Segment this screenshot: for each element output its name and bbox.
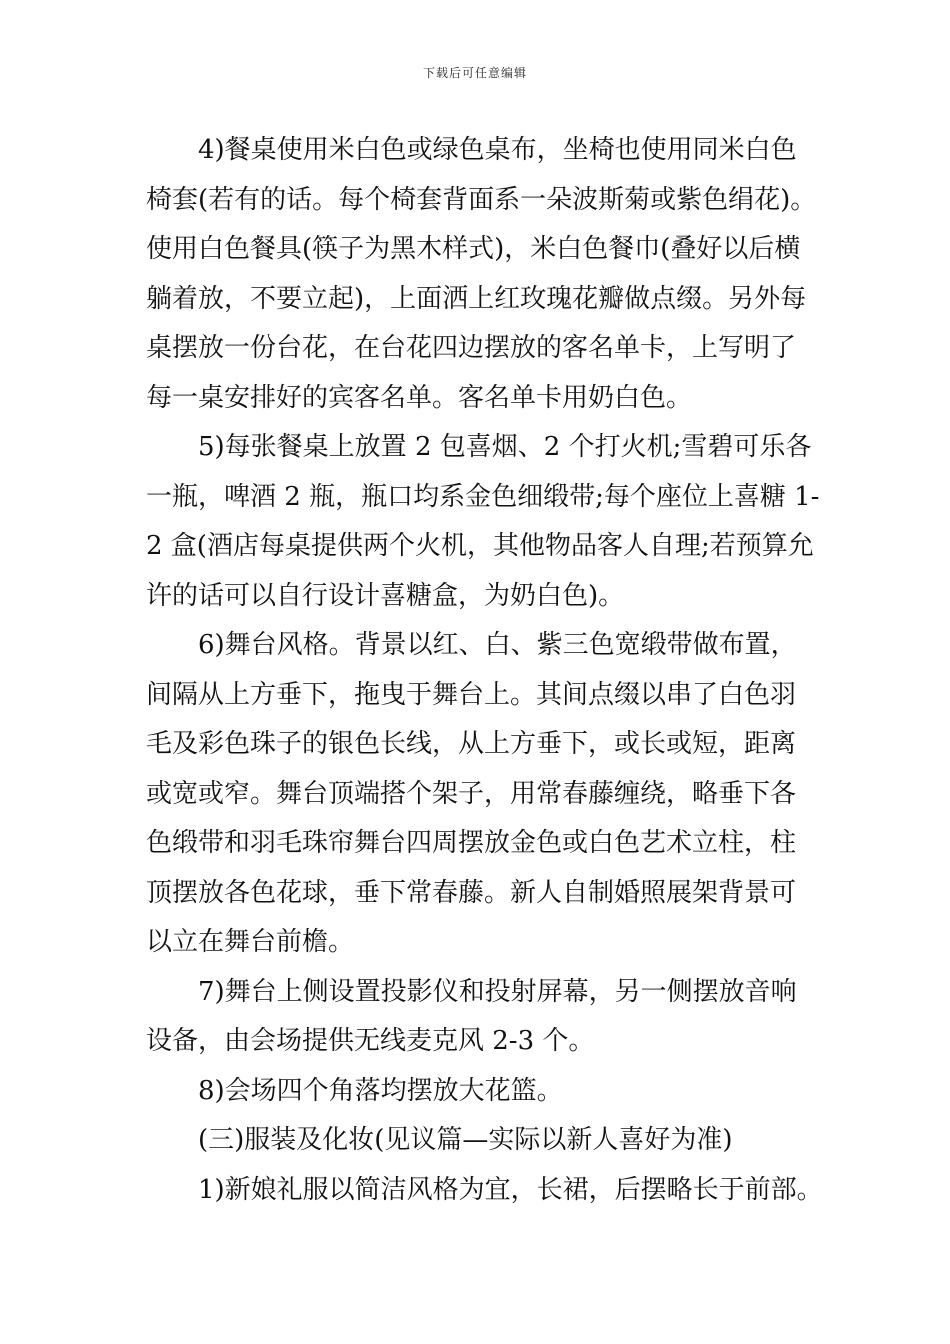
paragraph-table-setting [146,126,818,423]
text-line: 或宽或窄。舞台顶端搭个架子，用常春藤缠绕，略垂下各 [146,778,797,809]
text-line: 色缎带和羽毛珠帘舞台四周摆放金色或白色艺术立柱，柱 [146,828,797,858]
paragraph-flower-baskets [146,1067,818,1117]
text-line: 8)会场四个角落均摆放大花篮。 [198,1075,563,1106]
section-heading-costume [146,1116,818,1166]
text-line: 使用白色餐具(筷子为黑木样式)，米白色餐巾(叠好以后横 [146,234,801,264]
text-line: 间隔从上方垂下，拖曳于舞台上。其间点缀以串了白色羽 [146,679,797,710]
text-line: 顶摆放各色花球，垂下常春藤。新人自制婚照展架背景可 [146,877,797,908]
text-line: 4)餐桌使用米白色或绿色桌布，坐椅也使用同米白色 [198,135,797,165]
text-line: 许的话可以自行设计喜糖盒，为奶白色)。 [146,580,625,611]
paragraph-stage-style [146,621,818,968]
text-line: 桌摆放一份台花，在台花四边摆放的客名单卡，上写明了 [146,333,797,363]
paragraph-bride-gown [146,1166,823,1216]
text-line: 以立在舞台前檐。 [146,927,355,957]
text-line: 6)舞台风格。背景以红、白、紫三色宽缎带做布置， [198,630,797,660]
text-line: 设备，由会场提供无线麦克风 2-3 个。 [146,1026,595,1056]
page-header-note: 下载后可任意编辑 [422,66,527,80]
paragraph-stage-equipment [146,968,818,1067]
text-line: (三)服装及化妆(见议篇—实际以新人喜好为准) [198,1125,733,1155]
text-line: 每一桌安排好的宾客名单。客名单卡用奶白色。 [146,382,693,413]
text-line: 一瓶，啤酒 2 瓶，瓶口均系金色细缎带;每个座位上喜糖 1- [146,481,820,512]
text-line: 1)新娘礼服以简洁风格为宜，长裙，后摆略长于前部。 [198,1174,823,1205]
text-line: 2 盒(酒店每桌提供两个火机，其他物品客人自理;若预算允 [146,531,814,561]
text-line: 椅套(若有的话。每个椅套背面系一朵波斯菊或紫色绢花)。 [146,184,817,215]
document-body [146,126,823,1215]
text-line: 躺着放，不要立起)，上面洒上红玫瑰花瓣做点缀。另外每 [146,283,807,314]
text-line: 7)舞台上侧设置投影仪和投射屏幕，另一侧摆放音响 [198,976,797,1007]
text-line: 5)每张餐桌上放置 2 包喜烟、2 个打火机;雪碧可乐各 [198,432,812,462]
paragraph-table-items [146,423,818,621]
text-line: 毛及彩色珠子的银色长线，从上方垂下，或长或短，距离 [146,729,797,759]
